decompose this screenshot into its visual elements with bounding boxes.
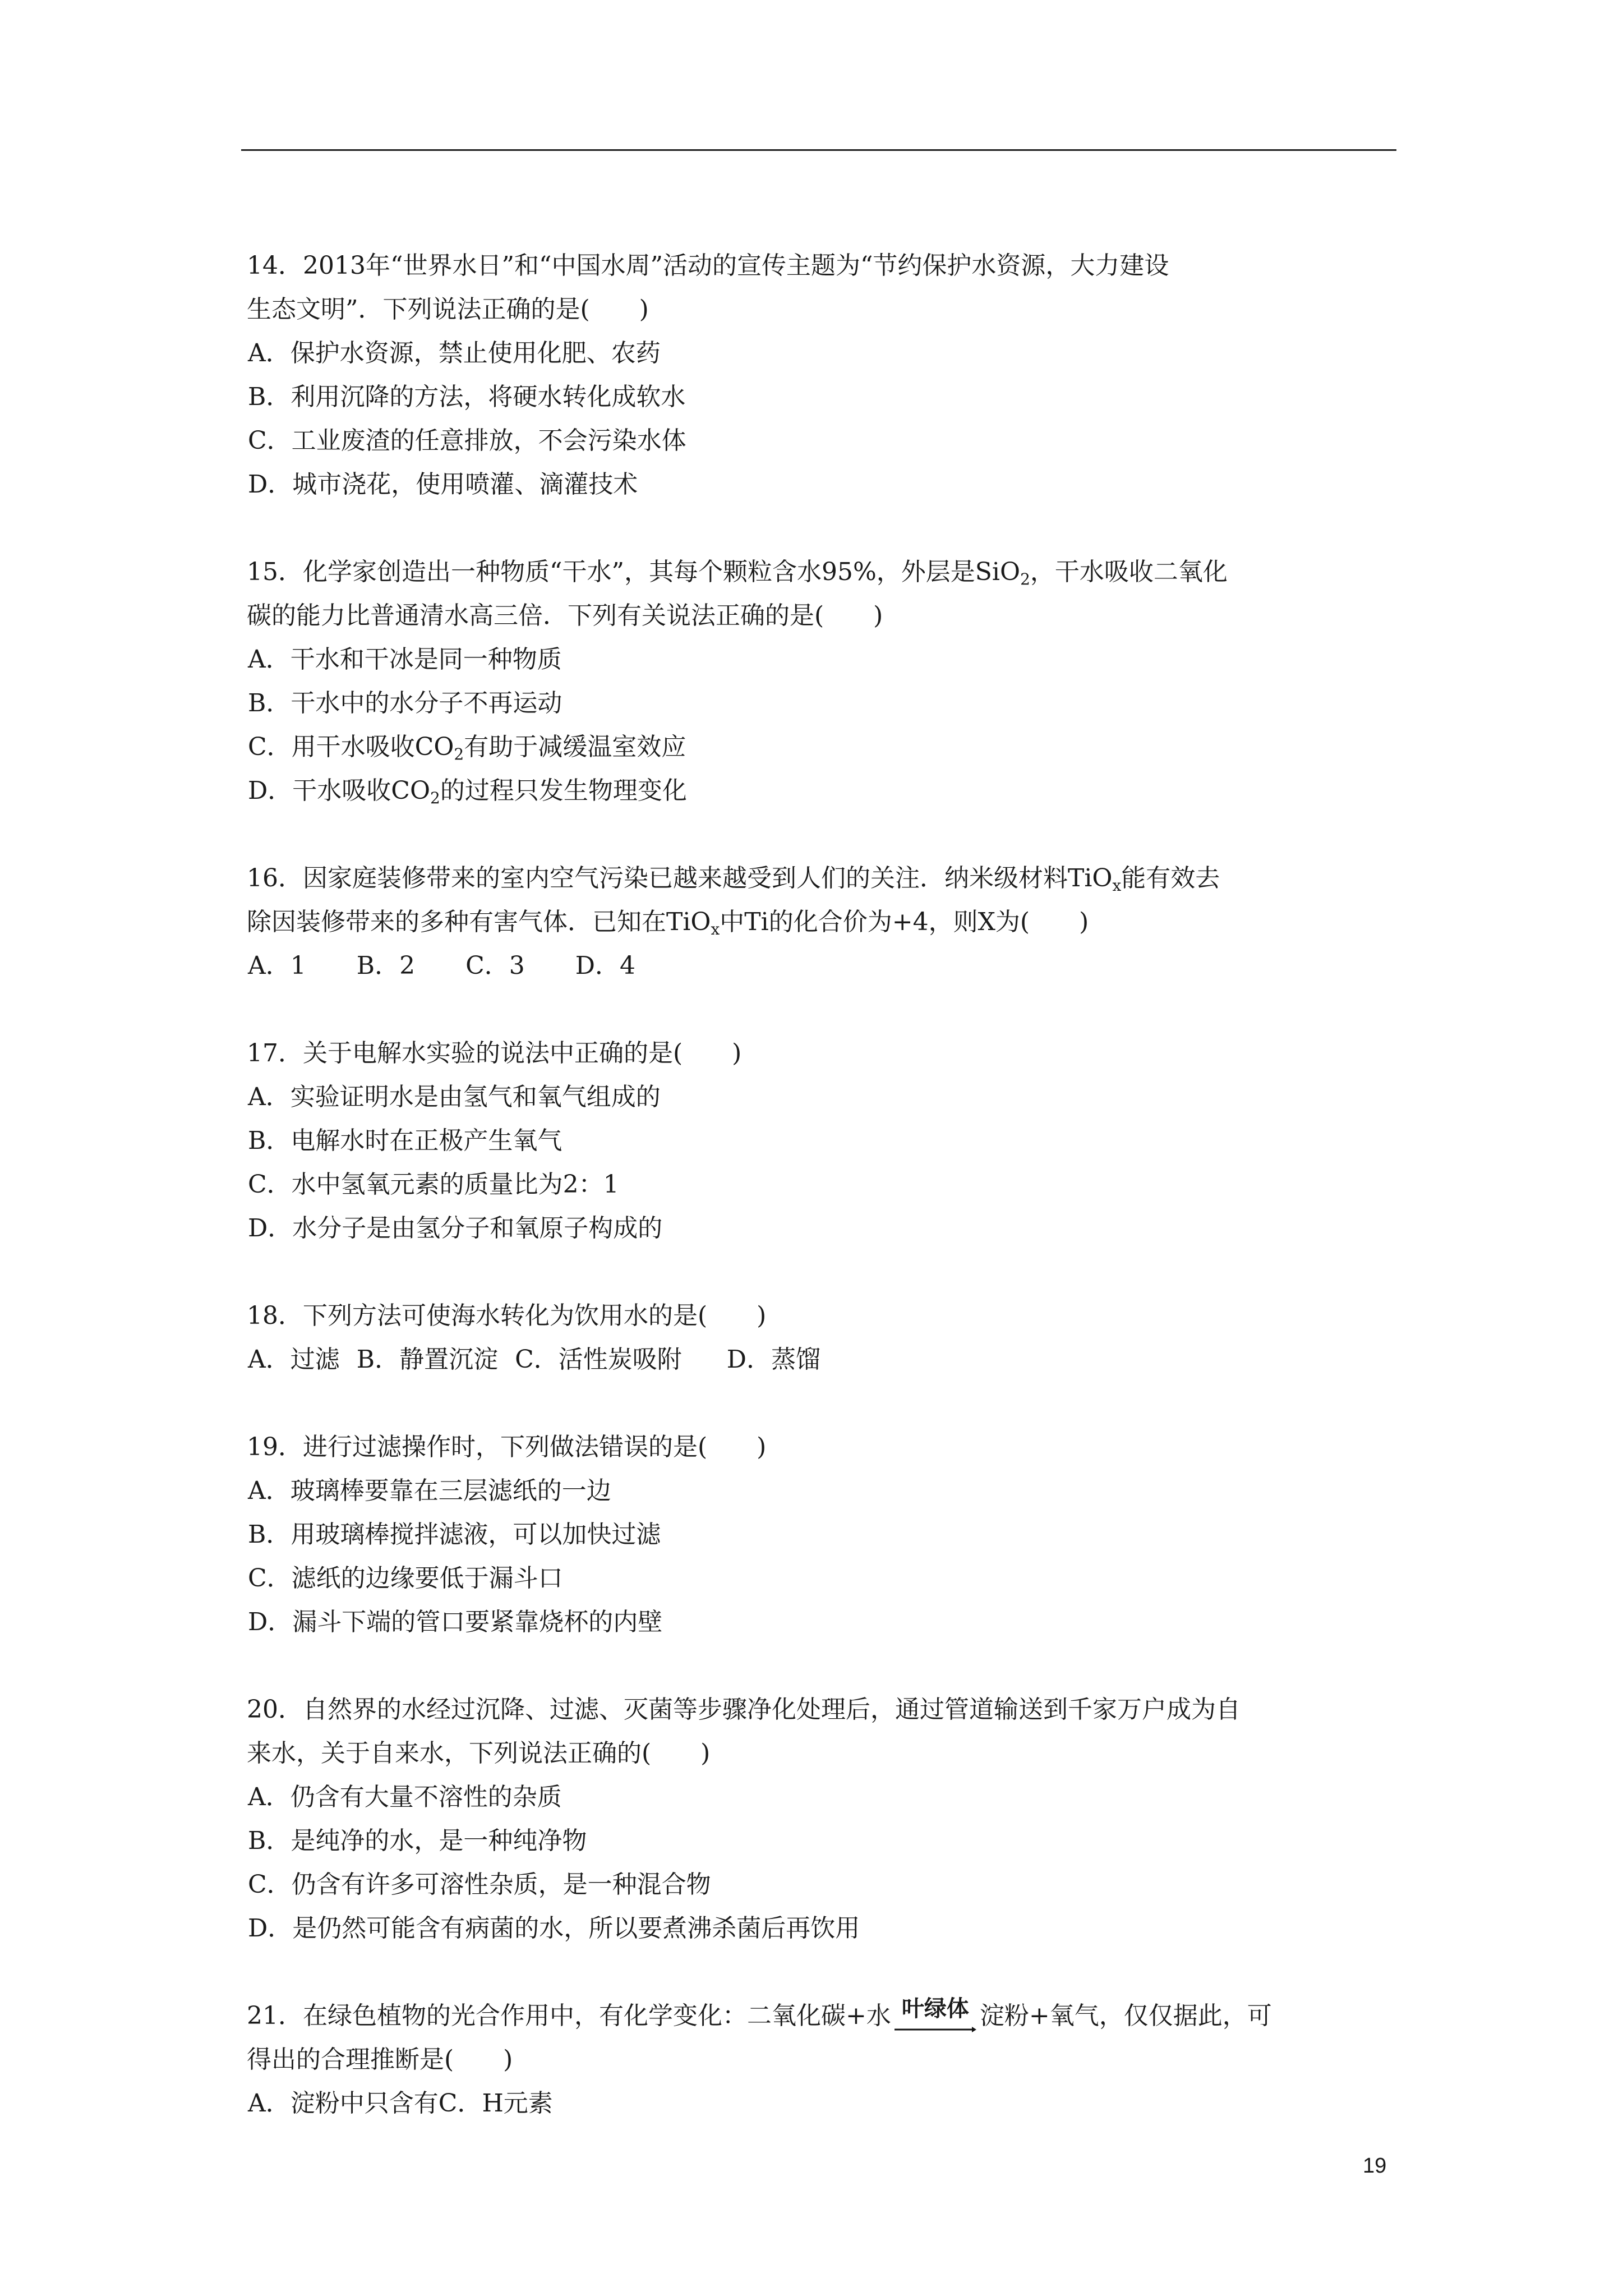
question-20 (247, 1688, 1396, 1950)
question-stem: 得出的合理推断是( ) (247, 2045, 513, 2074)
options-row (248, 944, 1396, 988)
option-b: B．2 (356, 951, 416, 980)
question-18 (247, 1294, 1396, 1382)
option-a: A．1 (248, 951, 306, 980)
reaction-arrow (893, 1995, 978, 2035)
option-d: D．水分子是由氢分子和氧原子构成的 (248, 1214, 663, 1243)
reaction-condition: 叶绿体 (901, 1995, 969, 2022)
question-14 (247, 244, 1396, 507)
question-stem: 21．在绿色植物的光合作用中，有化学变化：二氧化碳+水 叶绿体 淀粉+氧气，仅仅据此，可 (247, 1994, 1396, 2038)
option-c: C．工业废渣的任意排放，不会污染水体 (248, 426, 686, 455)
option-d: D．干水吸收$CO_2$的过程只发生物理变化 (248, 776, 687, 807)
question-16 (247, 857, 1396, 988)
question-19 (247, 1425, 1396, 1644)
question-list (247, 244, 1396, 2169)
option-a: A．实验证明水是由氢气和氧气组成的 (248, 1083, 661, 1111)
option-d: D．4 (575, 951, 636, 980)
question-stem: 18．下列方法可使海水转化为饮用水的是( ) (247, 1301, 767, 1330)
option-b: B．是纯净的水，是一种纯净物 (248, 1826, 587, 1855)
right-arrow-icon (893, 2026, 978, 2033)
option-d: D．城市浇花，使用喷灌、滴灌技术 (248, 470, 638, 499)
option-c: C．水中氢氧元素的质量比为2：1 (248, 1170, 619, 1199)
question-stem: 14．2013年“世界水日”和“中国水周”活动的宣传主题为“节约保护水资源，大力建设 (247, 251, 1169, 280)
question-stem: 除因装修带来的多种有害气体．已知在TiO$_x$中Ti的化合价为+4，则X为( ) (247, 908, 1089, 938)
question-stem: 15．化学家创造出一种物质“干水”，其每个颗粒含水95%，外层是SiO$_2$，干水吸收二氧化 (247, 558, 1228, 588)
question-stem: 20．自然界的水经过沉降、过滤、灭菌等步骤净化处理后，通过管道输送到千家万户成为自 (247, 1695, 1241, 1724)
option-b: B．静置沉淀 (356, 1345, 499, 1374)
question-stem: 17．关于电解水实验的说法中正确的是( ) (247, 1039, 742, 1068)
option-b: B．电解水时在正极产生氧气 (248, 1126, 562, 1155)
option-a: A．过滤 (248, 1345, 340, 1374)
question-stem: 19．进行过滤操作时，下列做法错误的是( ) (247, 1433, 767, 1461)
option-a: A．保护水资源，禁止使用化肥、农药 (248, 339, 661, 367)
option-b: B．用玻璃棒搅拌滤液，可以加快过滤 (248, 1520, 661, 1549)
option-b: B．利用沉降的方法，将硬水转化成软水 (248, 383, 686, 411)
option-a: A．干水和干冰是同一种物质 (248, 645, 562, 674)
question-17 (247, 1032, 1396, 1250)
option-a: A．仍含有大量不溶性的杂质 (248, 1783, 562, 1811)
question-21 (247, 1994, 1396, 2125)
question-15 (247, 550, 1396, 813)
option-a: A．玻璃棒要靠在三层滤纸的一边 (248, 1476, 611, 1505)
option-c: C．3 (465, 951, 525, 980)
header-rule (241, 149, 1396, 151)
option-c: C．滤纸的边缘要低于漏斗口 (248, 1564, 563, 1593)
question-stem: 碳的能力比普通清水高三倍．下列有关说法正确的是( ) (247, 601, 883, 630)
options-row (248, 1338, 1396, 1382)
question-stem: 生态文明”．下列说法正确的是( ) (247, 295, 649, 324)
option-c: C．用干水吸收$CO_2$有助于减缓温室效应 (248, 733, 686, 763)
question-stem: 16．因家庭装修带来的室内空气污染已越来越受到人们的关注．纳米级材料TiO$_x$能有效去 (247, 864, 1220, 895)
option-c: C．活性炭吸附 (515, 1345, 682, 1374)
option-d: D．是仍然可能含有病菌的水，所以要煮沸杀菌后再饮用 (248, 1914, 860, 1943)
option-a: A．淀粉中只含有C．H元素 (248, 2089, 553, 2118)
question-stem: 来水，关于自来水，下列说法正确的( ) (247, 1739, 711, 1768)
option-b: B．干水中的水分子不再运动 (248, 689, 562, 717)
option-d: D．漏斗下端的管口要紧靠烧杯的内壁 (248, 1608, 663, 1636)
page-number: 19 (1363, 2154, 1387, 2178)
option-d: D．蒸馏 (726, 1345, 821, 1374)
option-c: C．仍含有许多可溶性杂质，是一种混合物 (248, 1870, 711, 1899)
